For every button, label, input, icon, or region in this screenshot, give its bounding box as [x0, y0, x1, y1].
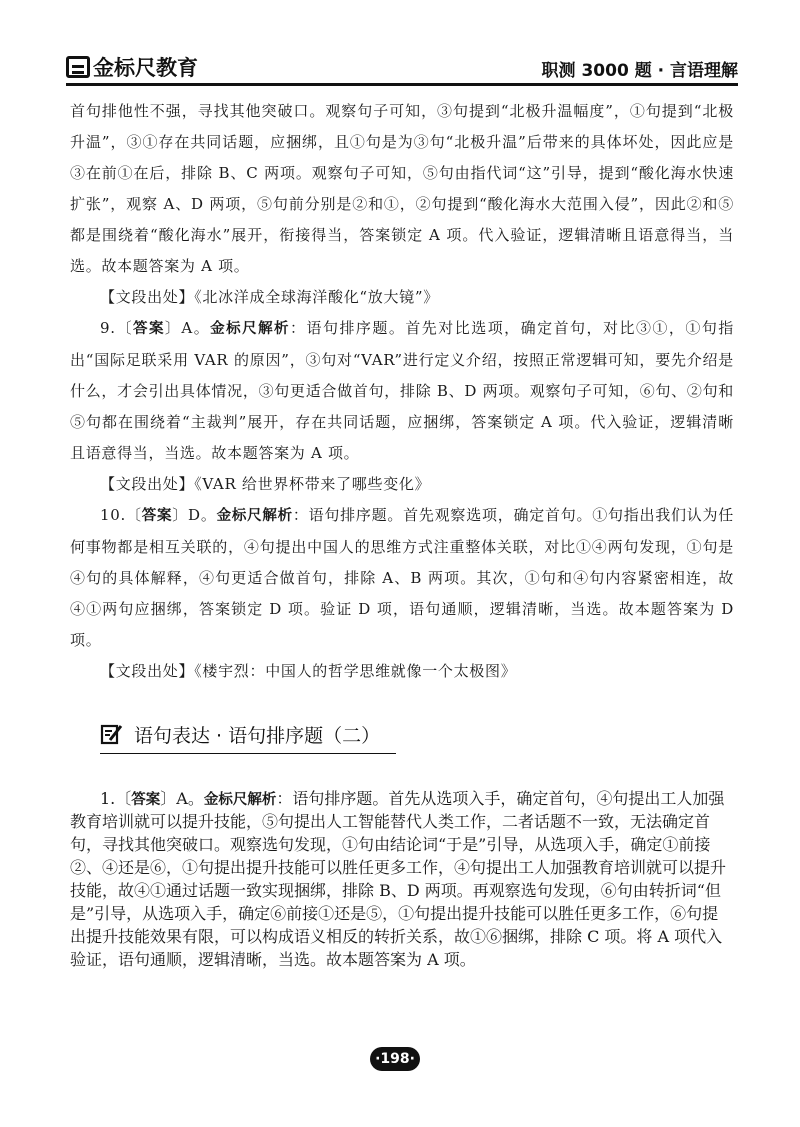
answer-content-bottom — [70, 770, 734, 986]
q10-analysis-text: ：语句排序题。首先观察选项，确定首句。①句指出我们认为任何事物都是相互关联的，④句提出中国人的思维方式注重整体关联，对比①④两句发现，①句是④句的具体解释，④句更适合做首句，排除 A、B 两项。其次，①句和④句内容紧密相连，故④①两句应捆绑，答案锁定 D 项。验证 D 项，语句通顺，逻辑清晰，当选。故本题答案为 D 项。 — [70, 506, 734, 649]
q10-num: 10.〔 — [100, 506, 142, 524]
section-title-text: 语句表达 · 语句排序题（二） — [134, 724, 381, 747]
edit-note-icon — [100, 722, 124, 746]
answer-content-top — [70, 96, 734, 687]
q8-continued-paragraph: 首句排他性不强，寻找其他突破口。观察句子可知，③句提到“北极升温幅度”，①句提到“北极升温”，③①存在共同话题，应捆绑，且①句是为③句“北极升温”后带来的具体坏处，因此应是③在前①在后，排除 B、C 两项。观察句子可知，⑤句由指代词“这”引导，提到“酸化海水快速扩张”，观察 A、D 两项，⑤句前分别是②和①，②句提到“酸化海水大范围入侵”，因此②和⑤都是围绕着“酸化海水”展开，衔接得当，答案锁定 A 项。代入验证，逻辑清晰且语意得当，当选。故本题答案为 A 项。 — [70, 102, 734, 275]
q9-analysis-label: 金标尺解析 — [210, 321, 291, 337]
q9-answer-label: 答案 — [132, 321, 165, 337]
publisher-logo — [66, 52, 198, 82]
header-rule — [66, 83, 738, 86]
q10-answer-label: 答案 — [141, 508, 173, 524]
q9-source: 【文段出处】《VAR 给世界杯带来了哪些变化》 — [100, 475, 431, 493]
page-header — [66, 52, 738, 86]
q1-analysis-text: ：语句排序题。首先从选项入手，确定首句，④句提出工人加强教育培训就可以提升技能，⑤句提出人工智能替代人类工作，二者话题不一致，无法确定首句，寻找其他突破口。观察选句发现，①句由结论词“于是”引导，从选项入手，确定①前接②、④还是⑥，①句提出提升技能可以胜任更多工作，④句提出工人加强教育培训就可以提升技能，故④①通过话题一致实现捆绑，排除 B、D 两项。再观察选句发现，⑥句由转折词“但是”引导，从选项入手，确定⑥前接①还是⑤，①句提出提升技能可以胜任更多工作，⑥句提出提升技能效果有限，可以构成语义相反的转折关系，故①⑥捆绑，排除 C 项。将 A 项代入验证，语句通顺，逻辑清晰，当选。故本题答案为 A 项。 — [70, 789, 727, 969]
page-number: ·198· — [370, 1047, 420, 1071]
logo-icon — [66, 56, 90, 78]
q1-num: 1.〔 — [100, 789, 132, 808]
q1-analysis-label: 金标尺解析 — [203, 792, 277, 808]
q9-num: 9.〔 — [100, 319, 133, 337]
q10-analysis-label: 金标尺解析 — [216, 508, 293, 524]
q9-answer-value: 〕A。 — [164, 319, 211, 337]
q10-answer-value: 〕D。 — [172, 506, 217, 524]
q10-answer-paragraph — [70, 500, 734, 656]
q8-source: 【文段出处】《北冰洋成全球海洋酸化“放大镜”》 — [100, 288, 439, 306]
q10-source: 【文段出处】《楼宇烈：中国人的哲学思维就像一个太极图》 — [100, 662, 517, 680]
q1-answer-value: 〕A。 — [160, 789, 204, 808]
logo-text: 金标尺教育 — [93, 56, 198, 80]
q9-analysis-text: ：语句排序题。首先对比选项，确定首句，对比③①，①句指出“国际足联采用 VAR 的原因”，③句对“VAR”进行定义介绍，按照正常逻辑可知，要先介绍是什么，才会引出具体情况，③句更适合做首句，排除 B、D 两项。观察句子可知，⑥句、②句和⑤句都在围绕着“主裁判”展开，存在共同话题，应捆绑，答案锁定 A 项。代入验证，逻辑清晰且语意得当，当选。故本题答案为 A 项。 — [70, 319, 735, 462]
q1-answer-paragraph — [70, 786, 734, 970]
book-title: 职测 3000 题 · 言语理解 — [541, 61, 738, 81]
q1-answer-label: 答案 — [131, 792, 161, 808]
q9-answer-paragraph — [70, 313, 734, 469]
section-heading — [100, 716, 396, 752]
